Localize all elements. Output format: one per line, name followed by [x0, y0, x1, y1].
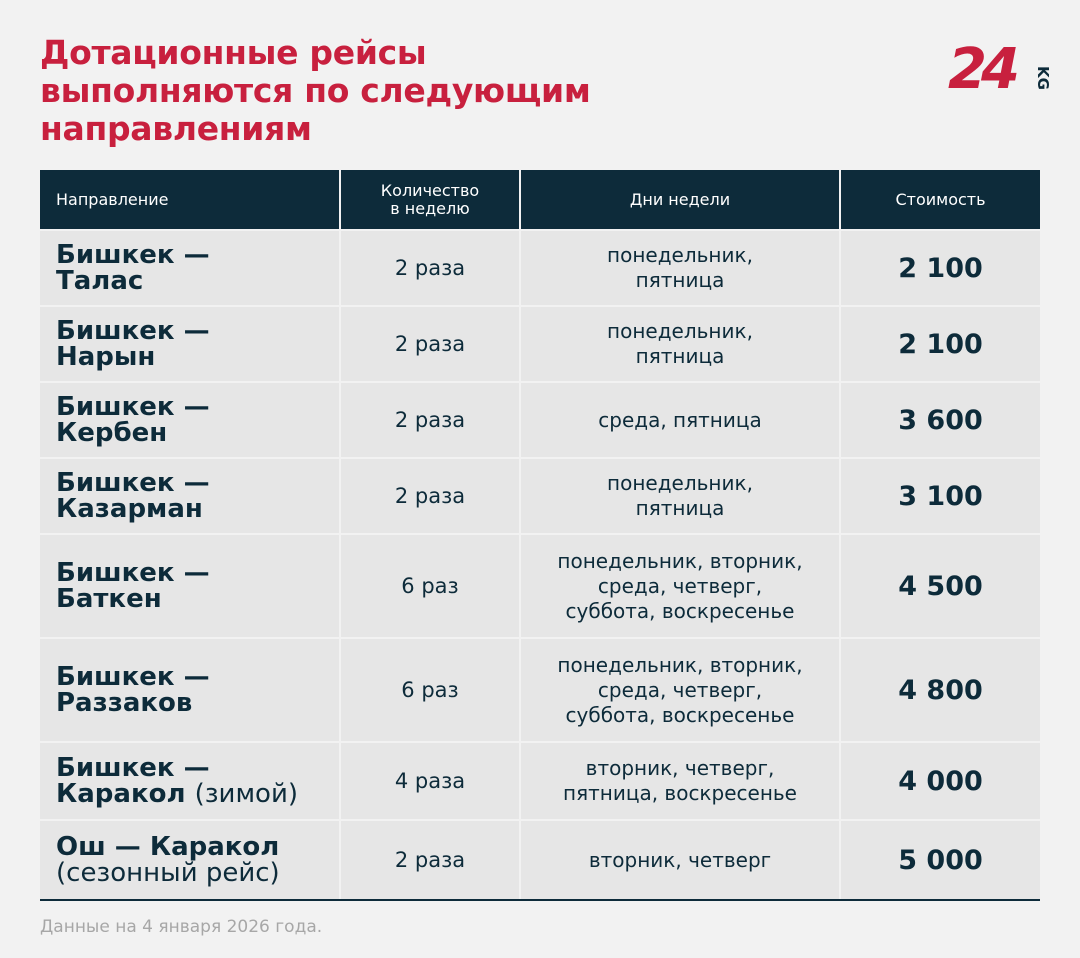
- days-cell: [520, 458, 840, 534]
- table-row: [40, 534, 1040, 638]
- days-line-2: среда, четверг,: [597, 677, 763, 702]
- direction-cell: [40, 230, 340, 306]
- direction-cell: [40, 458, 340, 534]
- header-frequency-line-2: в неделю: [390, 198, 470, 218]
- direction-destination: Каракол: [56, 779, 186, 809]
- table-row: [40, 458, 1040, 534]
- days-line-3: суббота, воскресенье: [565, 598, 795, 623]
- days-line-3: суббота, воскресенье: [565, 702, 795, 727]
- table-row: [40, 382, 1040, 458]
- days-line-1: понедельник,: [607, 319, 753, 343]
- direction-note: (сезонный рейс): [56, 858, 280, 888]
- days-cell: [520, 820, 840, 900]
- days-line-2: пятница: [635, 268, 725, 292]
- frequency-cell: 6 раз: [340, 534, 520, 638]
- direction-line-2: Казарман: [56, 494, 203, 524]
- price-cell: 3 100: [840, 458, 1040, 534]
- direction-cell: [40, 742, 340, 820]
- frequency-cell: 4 раза: [340, 742, 520, 820]
- price-cell: 4 800: [840, 638, 1040, 742]
- data-date-footnote: Данные на 4 января 2026 года.: [40, 917, 323, 937]
- direction-line-1: Бишкек —: [56, 240, 210, 270]
- table-row: [40, 638, 1040, 742]
- header-days: Дни недели: [520, 170, 840, 230]
- header-direction: Направление: [40, 170, 340, 230]
- direction-cell: [40, 382, 340, 458]
- 24kg-logo-icon: [948, 34, 1052, 102]
- table-row: [40, 742, 1040, 820]
- days-cell: [520, 306, 840, 382]
- flights-table: [40, 170, 1040, 901]
- days-line-2: пятница: [635, 344, 725, 368]
- days-line-2: пятница: [635, 496, 725, 520]
- days-line-1: понедельник,: [607, 243, 753, 267]
- logo-suffix: KG: [1034, 66, 1052, 90]
- price-cell: 3 600: [840, 382, 1040, 458]
- price-cell: 4 000: [840, 742, 1040, 820]
- header-frequency: [340, 170, 520, 230]
- direction-note: (зимой): [194, 779, 299, 809]
- header-frequency-line-1: Количество: [380, 180, 480, 200]
- days-cell: [520, 534, 840, 638]
- price-cell: 5 000: [840, 820, 1040, 900]
- table-header-row: [40, 170, 1040, 230]
- price-cell: 4 500: [840, 534, 1040, 638]
- price-cell: 2 100: [840, 306, 1040, 382]
- direction-cell: [40, 534, 340, 638]
- direction-line-2: Талас: [56, 266, 144, 296]
- direction-cell: [40, 638, 340, 742]
- frequency-cell: 2 раза: [340, 382, 520, 458]
- table-row: [40, 820, 1040, 900]
- direction-line-1: Бишкек —: [56, 316, 210, 346]
- title-line-1: Дотационные рейсы: [40, 33, 427, 72]
- direction-line-2: Нарын: [56, 342, 156, 372]
- days-line-1: вторник, четверг,: [585, 756, 775, 780]
- days-line-1: среда, пятница: [598, 407, 762, 432]
- days-line-2: пятница, воскресенье: [563, 781, 797, 805]
- days-line-1: понедельник, вторник,: [557, 548, 803, 573]
- direction-line-1: Бишкек —: [56, 753, 210, 783]
- frequency-cell: 2 раза: [340, 458, 520, 534]
- direction-line-1: Бишкек —: [56, 662, 210, 692]
- days-line-1: вторник, четверг: [588, 847, 772, 872]
- page-title: [40, 34, 760, 148]
- direction-line-2: Раззаков: [56, 688, 193, 718]
- table-row: [40, 230, 1040, 306]
- direction-line-2: Баткен: [56, 584, 162, 614]
- frequency-cell: 2 раза: [340, 820, 520, 900]
- days-cell: [520, 742, 840, 820]
- days-cell: [520, 382, 840, 458]
- days-line-1: понедельник, вторник,: [557, 652, 803, 677]
- frequency-cell: 2 раза: [340, 230, 520, 306]
- days-cell: [520, 230, 840, 306]
- header-price: Стоимость: [840, 170, 1040, 230]
- direction-line-1: Бишкек —: [56, 468, 210, 498]
- logo-number: 24: [948, 37, 1014, 102]
- title-line-2: выполняются по следующим: [40, 71, 591, 110]
- direction-line-2: [56, 781, 339, 807]
- days-cell: [520, 638, 840, 742]
- price-cell: 2 100: [840, 230, 1040, 306]
- direction-line-2: Кербен: [56, 418, 168, 448]
- direction-line-1: Ош — Каракол: [56, 832, 280, 862]
- frequency-cell: 2 раза: [340, 306, 520, 382]
- table-row: [40, 306, 1040, 382]
- direction-line-1: Бишкек —: [56, 392, 210, 422]
- direction-cell: [40, 820, 340, 900]
- direction-cell: [40, 306, 340, 382]
- title-line-3: направлениям: [40, 109, 312, 148]
- days-line-2: среда, четверг,: [597, 573, 763, 598]
- frequency-cell: 6 раз: [340, 638, 520, 742]
- days-line-1: понедельник,: [607, 471, 753, 495]
- direction-line-1: Бишкек —: [56, 558, 210, 588]
